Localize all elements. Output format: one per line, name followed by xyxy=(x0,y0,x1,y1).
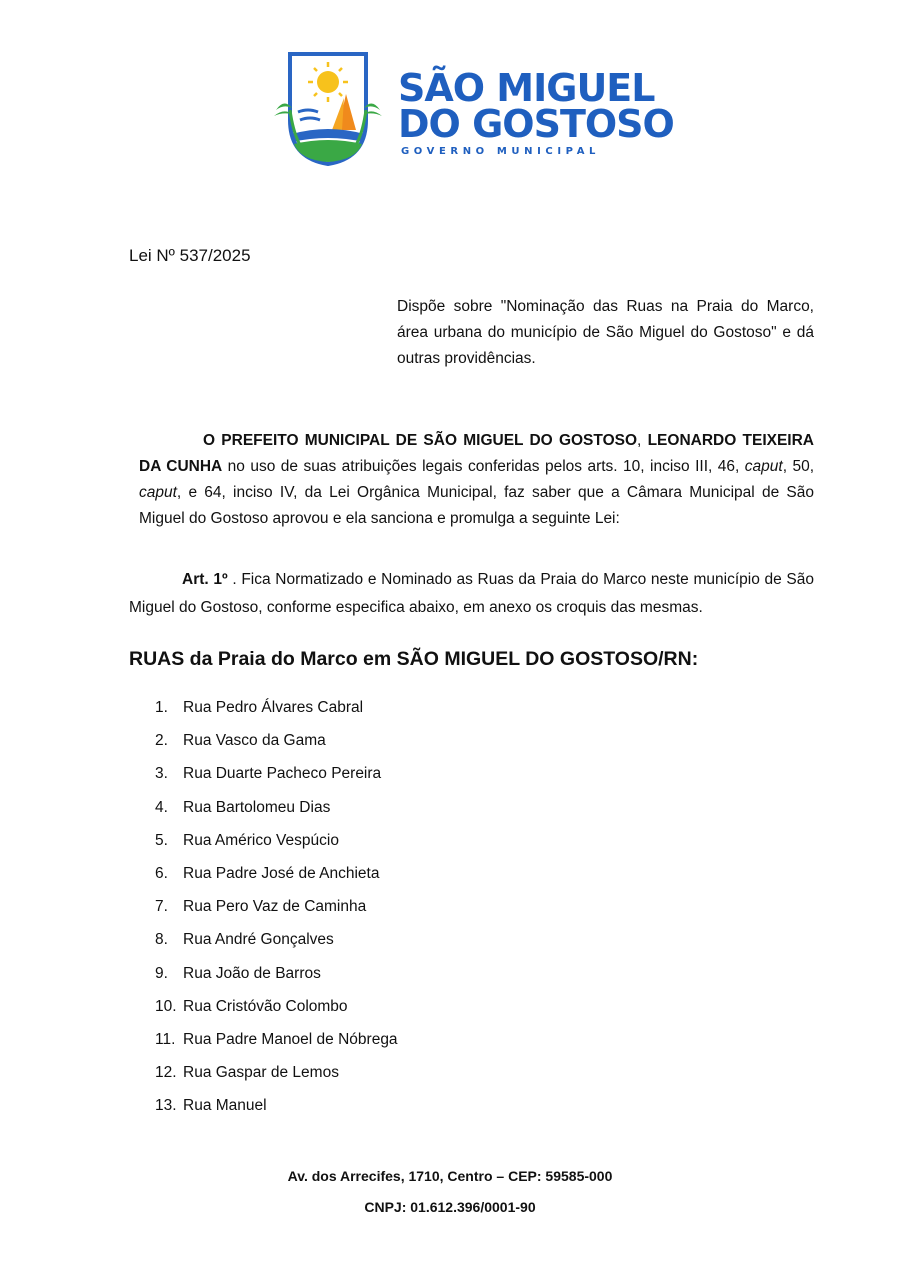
footer-address: Av. dos Arrecifes, 1710, Centro – CEP: 59585-000 xyxy=(287,1168,613,1184)
street-number: 5. xyxy=(155,831,168,849)
preamble-separator: , xyxy=(637,432,648,449)
list-item xyxy=(155,828,398,861)
caput-2: caput xyxy=(139,484,177,501)
street-name: Rua Gaspar de Lemos xyxy=(183,1064,339,1082)
street-number: 9. xyxy=(155,964,168,982)
list-item xyxy=(155,1093,398,1126)
list-item xyxy=(155,1027,398,1060)
list-item xyxy=(155,795,398,828)
street-name: Rua João de Barros xyxy=(183,964,321,982)
street-number: 12. xyxy=(155,1064,177,1082)
preamble-paragraph xyxy=(139,428,814,532)
street-number: 3. xyxy=(155,765,168,783)
law-ementa: Dispõe sobre "Nominação das Ruas na Praia do Marco, área urbana do município de São Miguel do Gostoso" e dá outras providências. xyxy=(397,298,814,367)
article-1-label: Art. 1º xyxy=(182,571,228,588)
street-name: Rua Vasco da Gama xyxy=(183,732,326,750)
footer-cnpj: CNPJ: 01.612.396/0001-90 xyxy=(364,1199,536,1215)
street-name: Rua Américo Vespúcio xyxy=(183,831,339,849)
street-name: Rua André Gonçalves xyxy=(183,931,334,949)
street-number: 13. xyxy=(155,1097,177,1115)
street-name: Rua Pero Vaz de Caminha xyxy=(183,898,367,916)
streets-heading: RUAS da Praia do Marco em SÃO MIGUEL DO GOSTOSO/RN: xyxy=(129,648,699,670)
logo-title-line2: DO GOSTOSO xyxy=(398,102,674,146)
list-item xyxy=(155,994,398,1027)
article-1-text: . Fica Normatizado e Nominado as Ruas da Praia do Marco neste município de São Miguel do Gostoso, conforme especifica abaixo, em anexo os croquis das mesmas. xyxy=(129,571,814,616)
street-number: 7. xyxy=(155,898,168,916)
street-name: Rua Bartolomeu Dias xyxy=(183,798,331,816)
street-name: Rua Padre Manoel de Nóbrega xyxy=(183,1030,398,1048)
street-name: Rua Padre José de Anchieta xyxy=(183,864,380,882)
street-name: Rua Duarte Pacheco Pereira xyxy=(183,765,382,783)
logo-title-line1: SÃO MIGUEL xyxy=(398,66,655,110)
list-item xyxy=(155,761,398,794)
list-item xyxy=(155,894,398,927)
street-number: 10. xyxy=(155,997,177,1015)
list-item xyxy=(155,861,398,894)
street-number: 4. xyxy=(155,798,168,816)
mayor-name: LEONARDO TEIXEIRA DA CUNHA xyxy=(139,432,815,475)
article-1 xyxy=(129,566,814,622)
street-number: 2. xyxy=(155,732,168,750)
list-item xyxy=(155,695,398,728)
preamble-text-3: , e 64, inciso IV, da Lei Orgânica Municipal, faz saber que a Câmara Municipal de São Miguel do Gostoso aprovou e ela sanciona e promulga a seguinte Lei: xyxy=(139,484,814,527)
list-item xyxy=(155,728,398,761)
street-name: Rua Pedro Álvares Cabral xyxy=(183,699,364,716)
street-number: 6. xyxy=(155,864,168,882)
street-number: 8. xyxy=(155,931,168,949)
street-name: Rua Cristóvão Colombo xyxy=(183,997,348,1015)
street-number: 1. xyxy=(155,699,168,716)
preamble-text-1: no uso de suas atribuições legais conferidas pelos arts. 10, inciso III, 46, xyxy=(222,458,745,475)
list-item xyxy=(155,961,398,994)
municipal-logo xyxy=(268,50,688,170)
street-list xyxy=(155,695,398,1126)
street-number: 11. xyxy=(155,1030,176,1048)
logo-subtitle: GOVERNO MUNICIPAL xyxy=(401,146,601,157)
list-item xyxy=(155,1060,398,1093)
law-number: Lei Nº 537/2025 xyxy=(129,246,251,265)
municipal-emblem-icon xyxy=(268,50,388,170)
mayor-title: O PREFEITO MUNICIPAL DE SÃO MIGUEL DO GOSTOSO xyxy=(203,432,638,449)
list-item xyxy=(155,927,398,960)
caput-1: caput xyxy=(744,458,783,475)
street-name: Rua Manuel xyxy=(183,1097,267,1115)
preamble-text-2: , 50, xyxy=(782,458,814,475)
